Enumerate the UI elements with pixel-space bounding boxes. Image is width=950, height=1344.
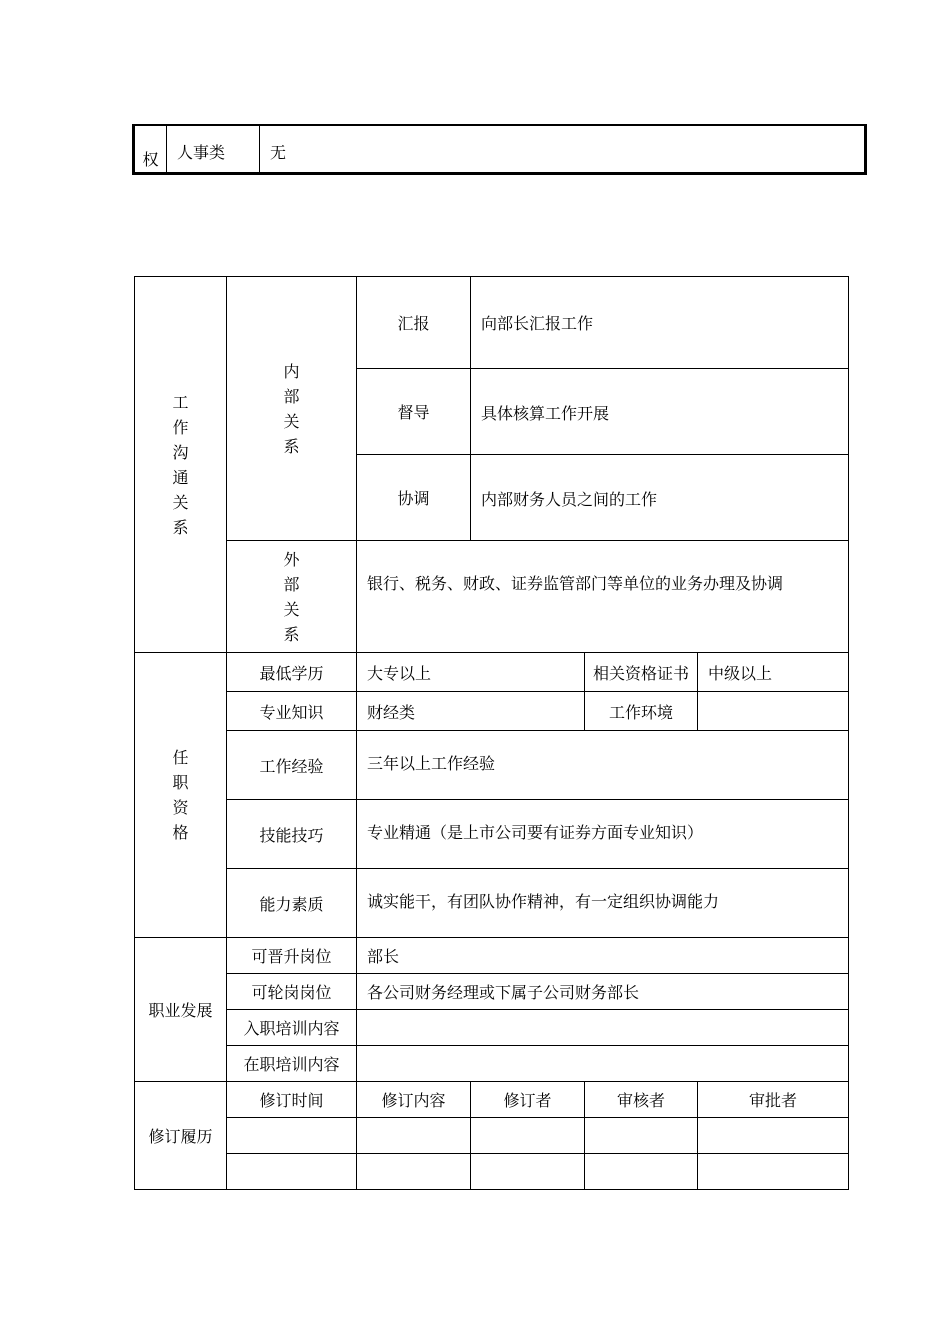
revision-cell bbox=[357, 1118, 471, 1154]
coordinate-value: 内部财务人员之间的工作 bbox=[471, 455, 849, 541]
revision-cell bbox=[227, 1118, 357, 1154]
revision-cell bbox=[357, 1154, 471, 1190]
revision-header-time: 修订时间 bbox=[227, 1082, 357, 1118]
comm-section-label bbox=[135, 277, 227, 653]
revision-header-reviser: 修订者 bbox=[471, 1082, 585, 1118]
work-environment-value bbox=[698, 692, 849, 731]
certificate-value: 中级以上 bbox=[698, 653, 849, 692]
supervise-value: 具体核算工作开展 bbox=[471, 369, 849, 455]
authority-table bbox=[132, 124, 867, 175]
skills-value: 专业精通（是上市公司要有证券方面专业知识） bbox=[357, 800, 849, 869]
revision-header-reviewer: 审核者 bbox=[585, 1082, 698, 1118]
report-value: 向部长汇报工作 bbox=[471, 277, 849, 369]
revision-cell bbox=[585, 1118, 698, 1154]
report-label: 汇报 bbox=[357, 277, 471, 369]
coordinate-label: 协调 bbox=[357, 455, 471, 541]
revision-section-label: 修订履历 bbox=[135, 1082, 227, 1190]
revision-cell bbox=[471, 1118, 585, 1154]
job-description-table bbox=[134, 276, 849, 1190]
external-relations-label: 外 部 关 系 bbox=[227, 541, 357, 653]
onjob-training-label: 在职培训内容 bbox=[227, 1046, 357, 1082]
revision-header-approver: 审批者 bbox=[698, 1082, 849, 1118]
qualification-section-label: 任 职 资 格 bbox=[135, 653, 227, 938]
revision-row bbox=[135, 1154, 849, 1190]
revision-header-content: 修订内容 bbox=[357, 1082, 471, 1118]
revision-cell bbox=[585, 1154, 698, 1190]
ability-label: 能力素质 bbox=[227, 869, 357, 938]
promotion-value: 部长 bbox=[357, 938, 849, 974]
authority-category: 人事类 bbox=[167, 125, 260, 173]
revision-cell bbox=[698, 1118, 849, 1154]
onboarding-training-label: 入职培训内容 bbox=[227, 1010, 357, 1046]
authority-value: 无 bbox=[260, 125, 866, 173]
onboarding-training-value bbox=[357, 1010, 849, 1046]
knowledge-label: 专业知识 bbox=[227, 692, 357, 731]
skills-label: 技能技巧 bbox=[227, 800, 357, 869]
ability-value: 诚实能干，有团队协作精神，有一定组织协调能力 bbox=[357, 869, 849, 938]
knowledge-value: 财经类 bbox=[357, 692, 585, 731]
authority-side-label: 权 bbox=[134, 125, 167, 173]
career-section-label: 职业发展 bbox=[135, 938, 227, 1082]
internal-relations-label: 内 部 关 系 bbox=[227, 277, 357, 541]
onjob-training-value bbox=[357, 1046, 849, 1082]
experience-label: 工作经验 bbox=[227, 731, 357, 800]
rotation-label: 可轮岗岗位 bbox=[227, 974, 357, 1010]
revision-cell bbox=[698, 1154, 849, 1190]
revision-row bbox=[135, 1118, 849, 1154]
supervise-label: 督导 bbox=[357, 369, 471, 455]
work-environment-label: 工作环境 bbox=[585, 692, 698, 731]
education-value: 大专以上 bbox=[357, 653, 585, 692]
revision-cell bbox=[227, 1154, 357, 1190]
external-relations-value: 银行、税务、财政、证券监管部门等单位的业务办理及协调 bbox=[357, 541, 849, 653]
certificate-label: 相关资格证书 bbox=[585, 653, 698, 692]
experience-value: 三年以上工作经验 bbox=[357, 731, 849, 800]
revision-cell bbox=[471, 1154, 585, 1190]
rotation-value: 各公司财务经理或下属子公司财务部长 bbox=[357, 974, 849, 1010]
promotion-label: 可晋升岗位 bbox=[227, 938, 357, 974]
education-label: 最低学历 bbox=[227, 653, 357, 692]
comm-label-vertical: 工 作 沟 通 关 系 bbox=[172, 392, 189, 537]
